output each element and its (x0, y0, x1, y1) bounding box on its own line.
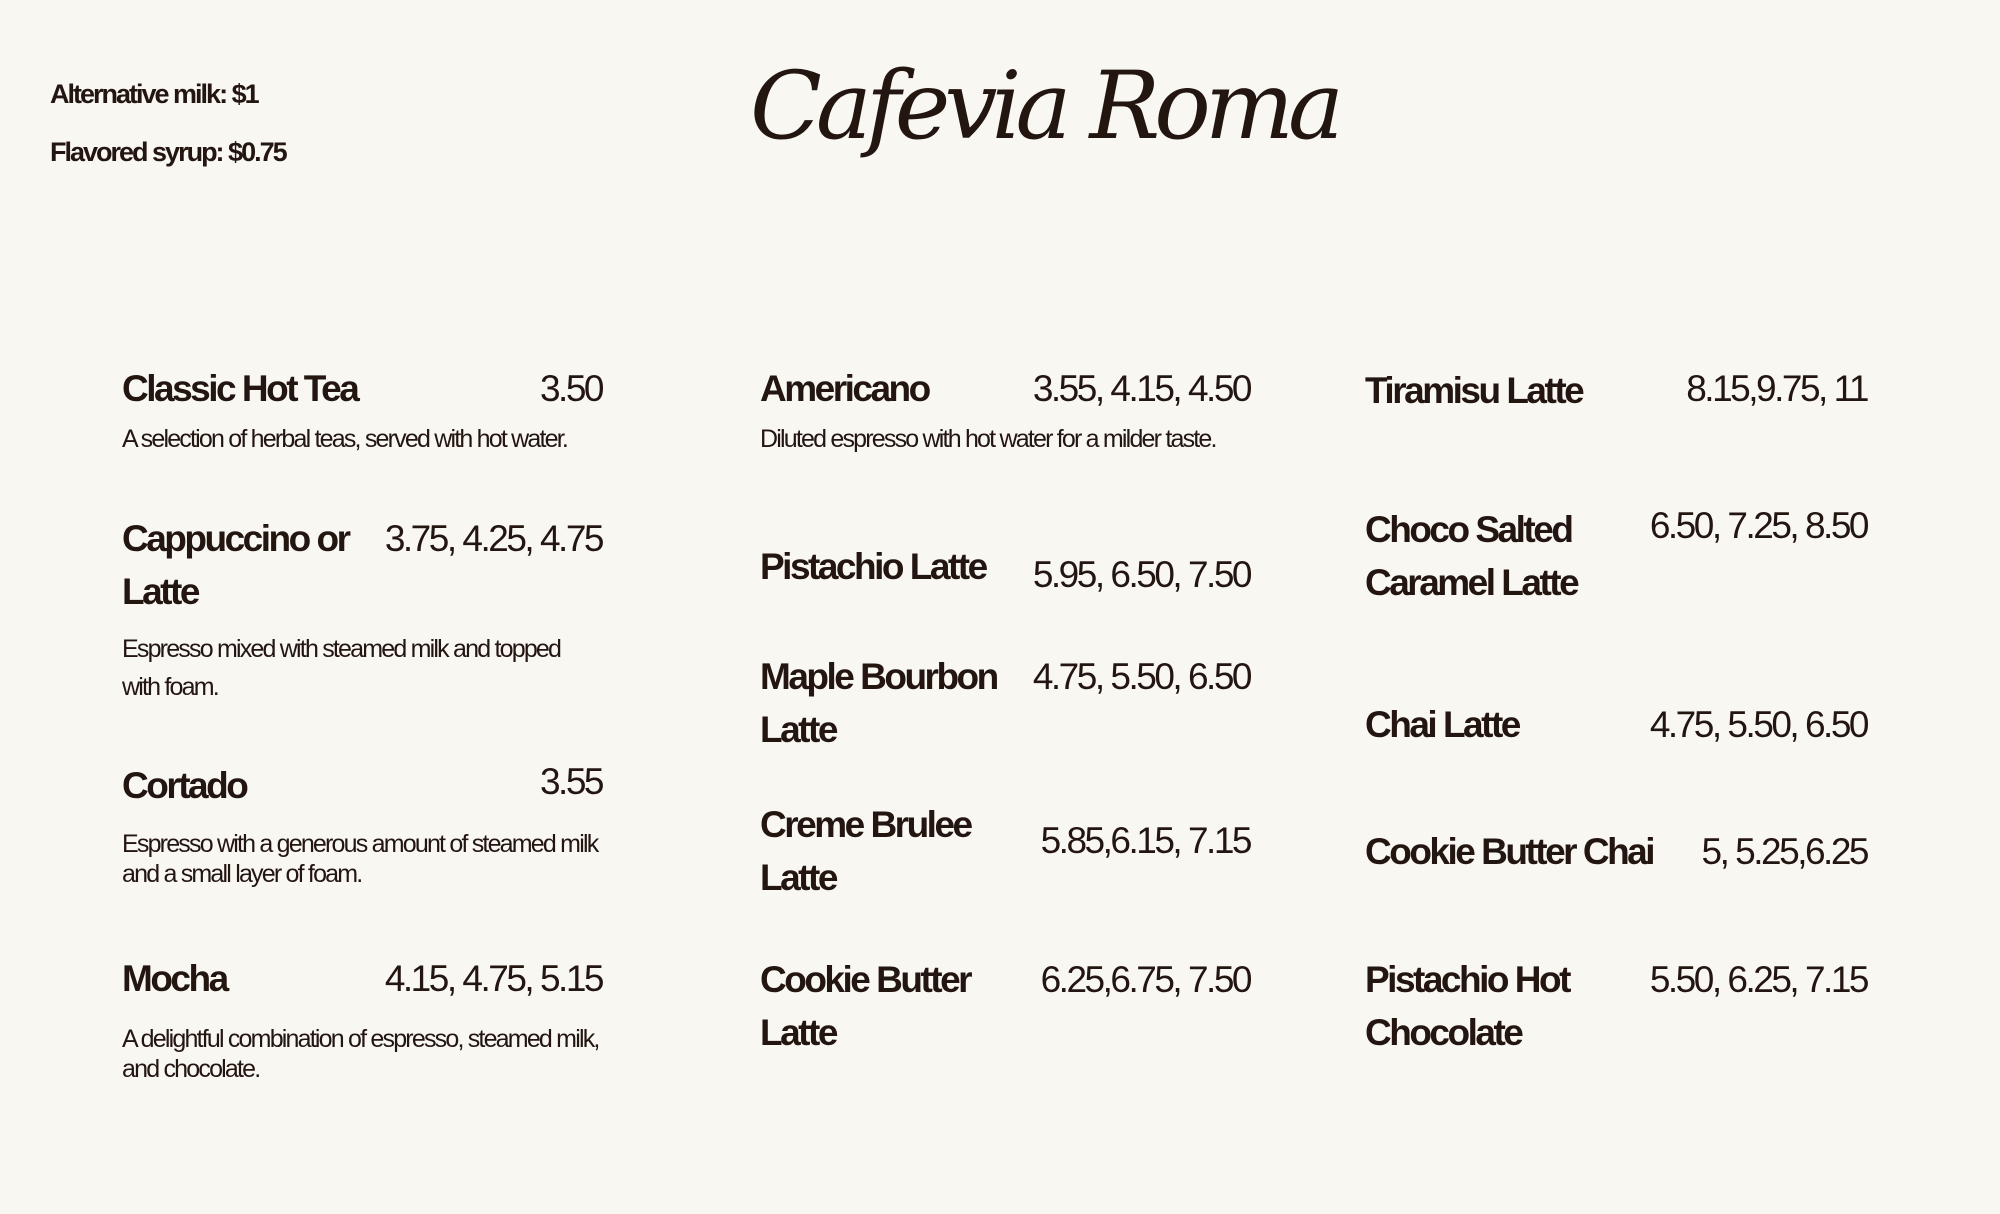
item-price: 5.50, 6.25, 7.15 (1649, 959, 1867, 1000)
menu-item-creme-brulee-latte (760, 798, 1250, 908)
menu-item-cookie-butter-chai (1365, 825, 1867, 885)
item-name: Chai Latte (1365, 704, 1519, 745)
item-price: 5, 5.25,6.25 (1701, 831, 1867, 872)
item-description: Espresso with a generous amount of steamed milk and a small layer of foam. (122, 830, 598, 888)
item-price: 3.50 (539, 368, 602, 409)
menu-item-cortado (122, 757, 602, 897)
menu-item-tiramisu-latte (1365, 364, 1867, 424)
item-name: Cortado (122, 765, 247, 806)
item-description: A selection of herbal teas, served with hot water. (122, 425, 568, 453)
item-name: Cookie Butter Latte (760, 959, 971, 1053)
cafe-logo-title: Cafevia Roma (750, 52, 1339, 161)
menu-item-pistachio-hot-chocolate (1365, 953, 1867, 1063)
item-price: 5.85,6.15, 7.15 (1040, 820, 1250, 861)
menu-item-maple-bourbon-latte (760, 650, 1250, 760)
menu-item-cookie-butter-latte (760, 953, 1250, 1063)
item-price: 3.75, 4.25, 4.75 (384, 518, 602, 559)
item-name: Cookie Butter Chai (1365, 831, 1654, 872)
item-price: 4.75, 5.50, 6.50 (1032, 656, 1250, 697)
item-name: Classic Hot Tea (122, 368, 358, 409)
item-price: 5.95, 6.50, 7.50 (1032, 554, 1250, 595)
item-name: Choco Salted Caramel Latte (1365, 509, 1578, 603)
item-price: 8.15,9.75, 11 (1686, 368, 1867, 409)
item-price: 6.25,6.75, 7.50 (1040, 959, 1250, 1000)
item-price: 4.75, 5.50, 6.50 (1649, 704, 1867, 745)
item-price: 3.55 (539, 761, 602, 802)
item-name: Americano (760, 368, 929, 409)
item-description: Espresso mixed with steamed milk and topped with foam. (122, 635, 561, 701)
flavored-syrup-note: Flavored syrup: $0.75 (50, 137, 286, 167)
item-price: 4.15, 4.75, 5.15 (384, 958, 602, 999)
item-price: 6.50, 7.25, 8.50 (1649, 505, 1867, 546)
item-description: A delightful combination of espresso, steamed milk, and chocolate. (122, 1025, 599, 1083)
item-name: Creme Brulee Latte (760, 804, 971, 898)
menu-item-classic-hot-tea (122, 362, 602, 472)
item-description: Diluted espresso with hot water for a milder taste. (760, 425, 1216, 453)
item-name: Pistachio Hot Chocolate (1365, 959, 1569, 1053)
menu-item-pistachio-latte (760, 540, 1250, 600)
item-price: 3.55, 4.15, 4.50 (1032, 368, 1250, 409)
item-name: Mocha (122, 958, 227, 999)
menu-item-mocha (122, 952, 602, 1092)
add-ons-list (50, 80, 286, 196)
alternative-milk-note: Alternative milk: $1 (50, 79, 258, 109)
item-name: Tiramisu Latte (1365, 370, 1583, 411)
menu-item-americano (760, 362, 1250, 492)
menu-item-chai-latte (1365, 698, 1867, 758)
menu-item-choco-salted-caramel-latte (1365, 503, 1867, 613)
item-name: Maple Bourbon Latte (760, 656, 997, 750)
item-name: Cappuccino or Latte (122, 518, 349, 612)
menu-item-cappuccino-or-latte (122, 512, 602, 712)
item-name: Pistachio Latte (760, 546, 986, 587)
